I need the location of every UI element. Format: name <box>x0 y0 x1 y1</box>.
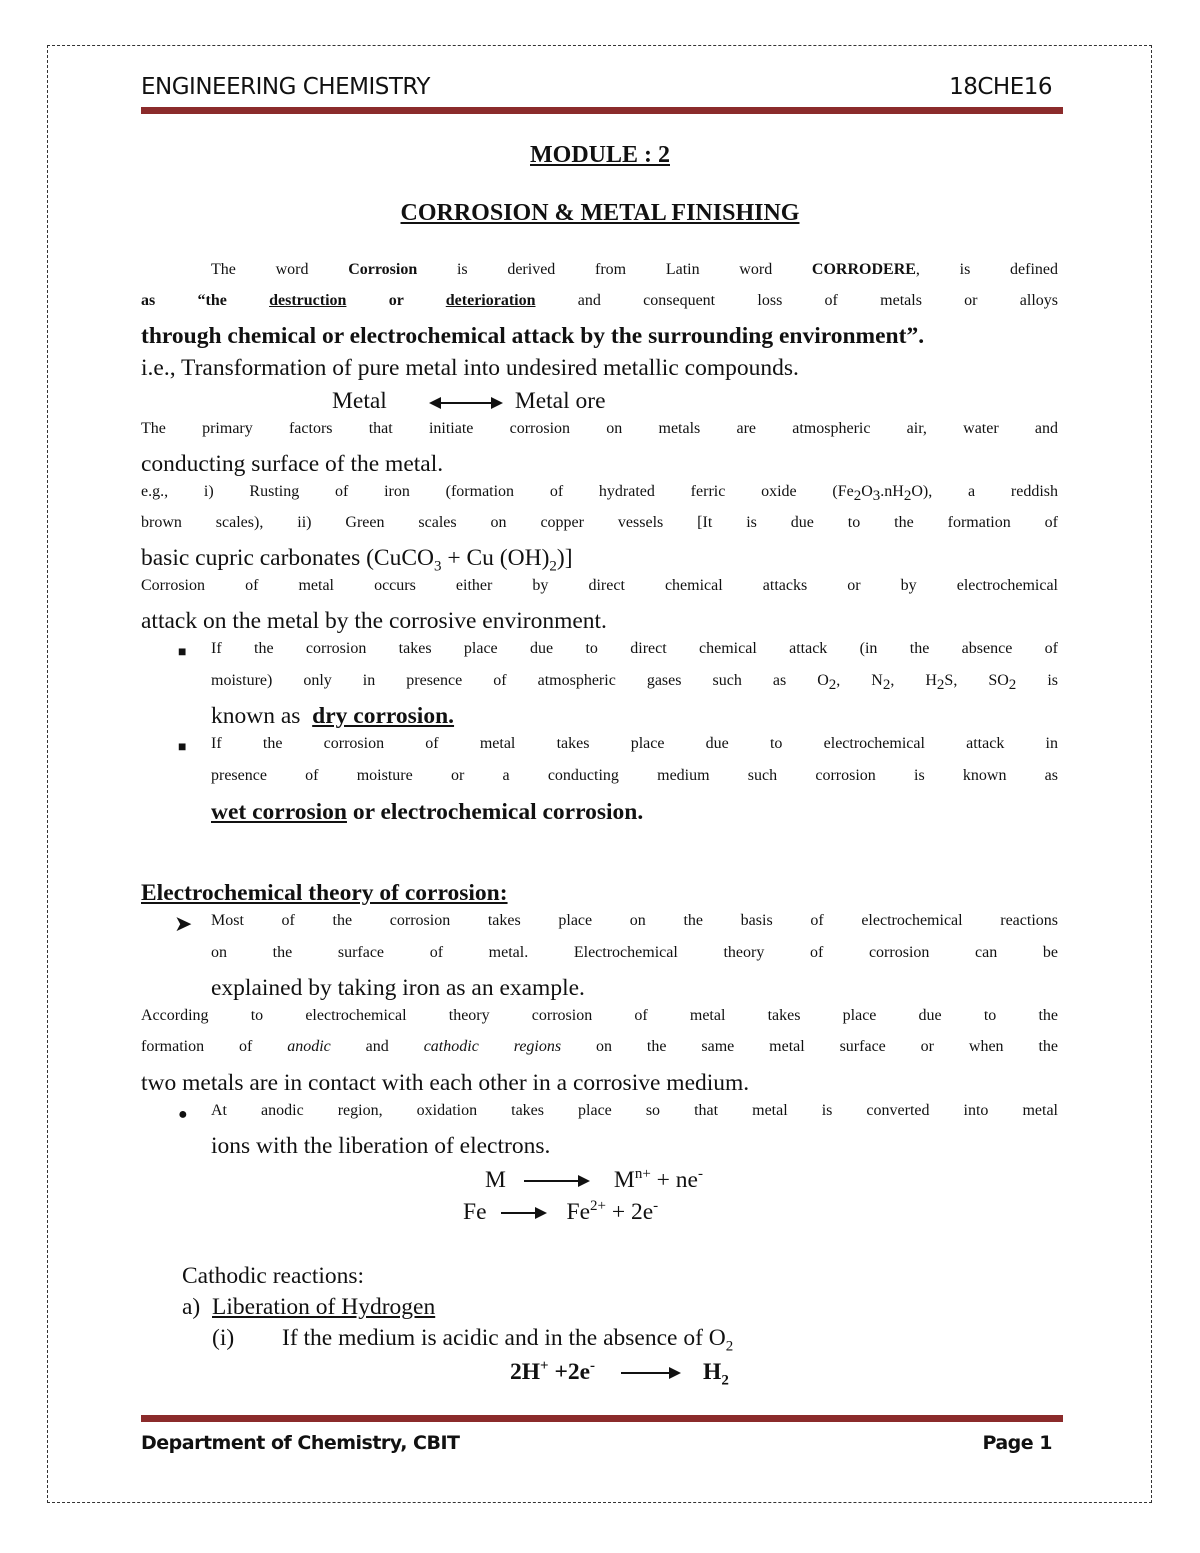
chapter-title: CORROSION & METAL FINISHING <box>400 200 800 226</box>
intro-line-4: i.e., Transformation of pure metal into undesired metallic compounds. <box>141 355 799 381</box>
footer-rule <box>141 1415 1063 1422</box>
factors-line-4: brown scales), ii) Green scales on copper vessels [It is due to the formation of <box>141 514 1058 531</box>
acidic-item-label: (i) <box>212 1325 235 1351</box>
acidic-item-text: If the medium is acidic and in the absence of $O_2$ <box>282 1325 734 1355</box>
factors-line-7: attack on the metal by the corrosive environment. <box>141 608 607 634</box>
theory-arrow-line-2: on the surface of metal. Electrochemical theory of corrosion can be <box>211 944 1058 961</box>
bullet-2-line-3: wet corrosion or electrochemical corrosion. <box>211 799 644 825</box>
theory-arrow-line-3: explained by taking iron as an example. <box>211 975 585 1001</box>
arrow-bullet-icon: ➤ <box>174 911 193 936</box>
square-bullet-icon: ■ <box>178 645 187 660</box>
anodic-line-1: At anodic region, oxidation takes place so that metal is converted into metal <box>211 1102 1058 1119</box>
theory-para-line-3: two metals are in contact with each other in a corrosive medium. <box>141 1070 750 1096</box>
bullet-2-line-2: presence of moisture or a conducting medium such corrosion is known as <box>211 767 1058 784</box>
module-title: MODULE : 2 <box>530 142 670 168</box>
factors-line-2: conducting surface of the metal. <box>141 451 444 477</box>
theory-para-line-1: According to electrochemical theory corrosion of metal takes place due to the <box>141 1007 1058 1024</box>
bullet-1-line-2: moisture) only in presence of atmospheric gases such as $O_2$, $N_2$, $H_2S$, $SO_2$ is <box>211 672 1058 694</box>
factors-line-5: basic cupric carbonates (CuCO$_3$ + Cu $(OH)_2$)] <box>141 545 573 575</box>
theory-arrow-line-1: Most of the corrosion takes place on the basis of electrochemical reactions <box>211 912 1058 929</box>
factors-line-6: Corrosion of metal occurs either by direct chemical attacks or by electrochemical <box>141 577 1058 594</box>
cathodic-heading: Cathodic reactions: <box>182 1263 365 1289</box>
anodic-equation-general: M $M^{n+} + ne^-$ <box>485 1166 703 1193</box>
hydrogen-equation: 2H+ +2e- $H_2$ <box>510 1358 729 1389</box>
course-title: ENGINEERING CHEMISTRY <box>141 74 430 100</box>
factors-line-3: e.g., i) Rusting of iron (formation of hydrated ferric oxide $(Fe_2O_3.nH_2O)$, a reddish <box>141 483 1058 505</box>
bullet-1-line-1: If the corrosion takes place due to direct chemical attack (in the absence of <box>211 640 1058 657</box>
header-rule <box>141 107 1063 114</box>
factors-line-1: The primary factors that initiate corrosion on metals are atmospheric air, water and <box>141 420 1058 437</box>
anodic-equation-iron: Fe $Fe^{2+} + 2e^-$ <box>463 1198 659 1225</box>
dot-bullet-icon: ● <box>178 1106 188 1123</box>
intro-line-1: The word Corrosion is derived from Latin word CORRODERE, is defined <box>211 261 1058 278</box>
course-code: 18CHE16 <box>949 74 1052 100</box>
square-bullet-icon: ■ <box>178 740 187 755</box>
bullet-1-line-3: known as dry corrosion. <box>211 703 455 729</box>
metal-ore-equation: Metal Metal ore <box>332 388 606 414</box>
intro-line-2: as “the destruction or deterioration and consequent loss of metals or alloys <box>141 292 1058 309</box>
page-number: Page 1 <box>982 1432 1052 1454</box>
theory-para-line-2: formation of anodic and cathodic regions on the same metal surface or when the <box>141 1038 1058 1055</box>
hydrogen-item: a) Liberation of Hydrogen <box>182 1294 436 1320</box>
bullet-2-line-1: If the corrosion of metal takes place due to electrochemical attack in <box>211 735 1058 752</box>
anodic-line-2: ions with the liberation of electrons. <box>211 1133 551 1159</box>
page-header <box>141 74 1052 104</box>
intro-line-3: through chemical or electrochemical attack by the surrounding environment”. <box>141 323 925 349</box>
theory-heading: Electrochemical theory of corrosion: <box>141 880 508 906</box>
department-label: Department of Chemistry, CBIT <box>141 1432 460 1454</box>
